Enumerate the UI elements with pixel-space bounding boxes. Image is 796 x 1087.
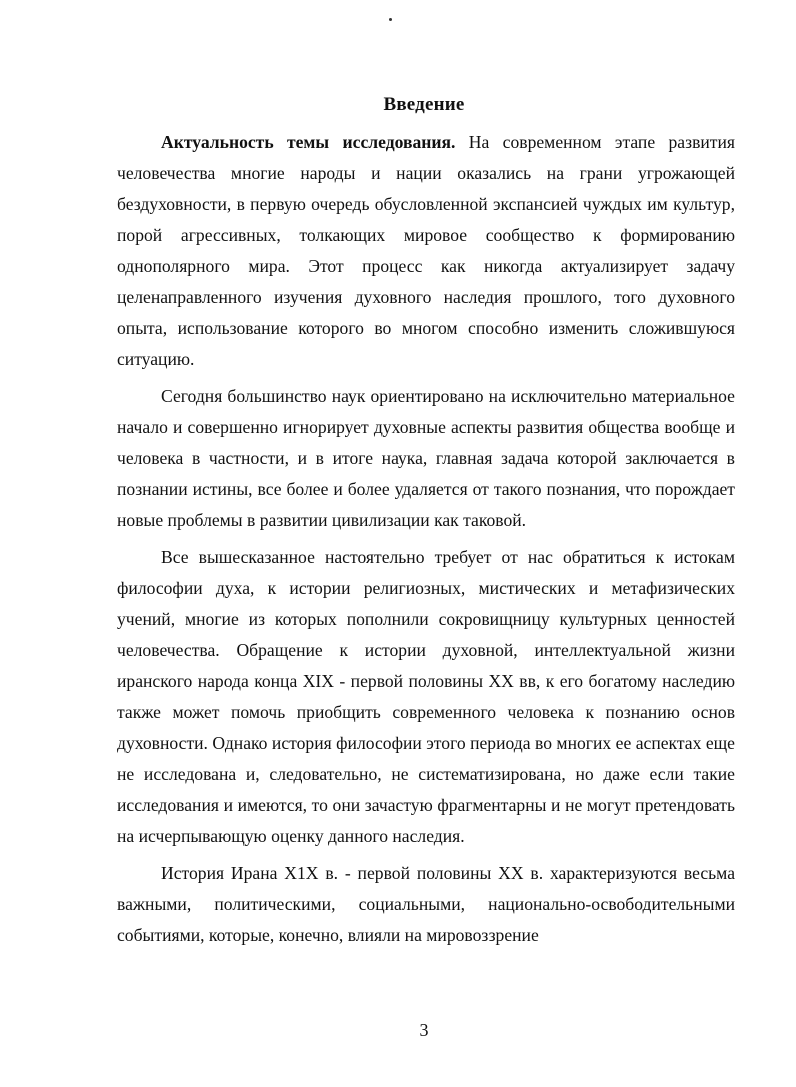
paragraph-relevance <box>117 127 735 375</box>
paragraph-philosophy: Все вышесказанное настоятельно требует от нас обратиться к истокам философии духа, к истории религиозных, мистических и метафизических учений, многие из которых пополнили сокровищницу культурных ценностей человечества. Обращение к истории духовной, интеллектуальной жизни иранского народа конца XIX - первой половины XX вв, к его богатому наследию также может помочь приобщить современного человека к познанию основ духовности. Однако история философии этого периода во многих ее аспектах еще не исследована и, следовательно, не систематизирована, но даже если такие исследования и имеются, то они зачастую фрагментарны и не могут претендовать на исчерпывающую оценку данного наследия. <box>117 547 735 846</box>
paragraph-lead: Актуальность темы исследования. <box>161 132 456 152</box>
page-heading: Введение <box>383 94 465 115</box>
scan-mark <box>389 18 392 21</box>
page-number: 3 <box>419 1020 429 1040</box>
paragraph-iran-history: История Ирана X1X в. - первой половины XX в. характеризуются весьма важными, политическими, социальными, национально-освободительными событиями, которые, конечно, влияли на мировоззрение <box>117 863 735 945</box>
paragraph-sciences: Сегодня большинство наук ориентировано на исключительно материальное начало и совершенно игнорирует духовные аспекты развития общества вообще и человека в частности, и в итоге наука, главная задача которой заключается в познании истины, все более и более удаляется от такого познания, что порождает новые проблемы в развитии цивилизации как таковой. <box>117 386 735 530</box>
body-text <box>117 127 735 951</box>
paragraph-text: На современном этапе развития человечества многие народы и нации оказались на грани угрожающей бездуховности, в первую очередь обусловленной экспансией чуждых им культур, порой агрессивных, толкающих мировое сообщество к формированию однополярного мира. Этот процесс как никогда актуализирует задачу целенаправленного изучения духовного наследия прошлого, того духовного опыта, использование которого во многом способно изменить сложившуюся ситуацию. <box>117 132 735 369</box>
